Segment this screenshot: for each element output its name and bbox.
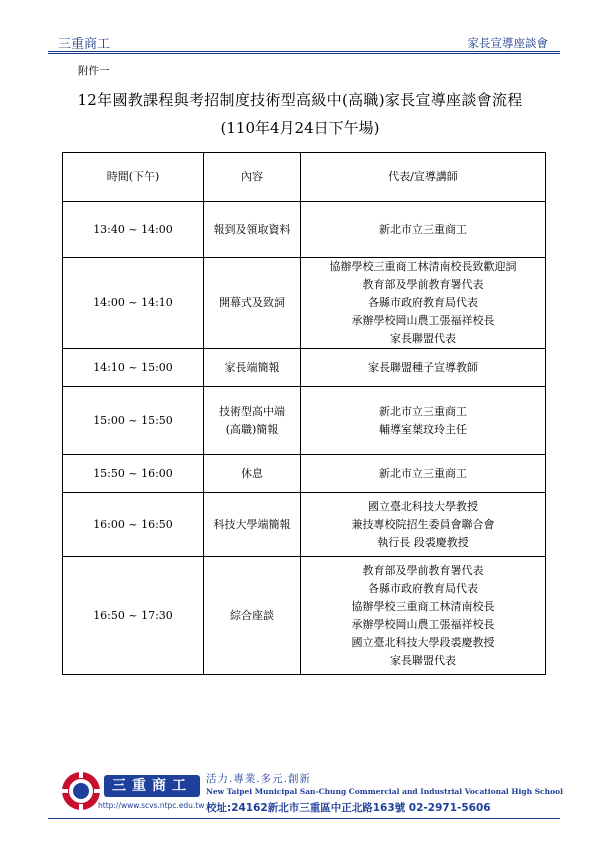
header-school-name: 三重商工 xyxy=(58,37,111,52)
table-row xyxy=(63,202,546,258)
row-time: 14:00 ~ 14:10 xyxy=(63,258,204,349)
header-event-name: 家長宣導座談會 xyxy=(467,36,548,50)
row-speakers xyxy=(301,258,546,349)
table-row xyxy=(63,557,546,675)
speaker-line: 承辦學校岡山農工張福祥校長 xyxy=(351,617,495,631)
school-motto: 活力.專業.多元.創新 xyxy=(206,773,312,785)
row-time: 16:00 ~ 16:50 xyxy=(63,493,204,557)
content-line: 綜合座談 xyxy=(230,608,274,622)
speaker-line: 承辦學校岡山農工張福祥校長 xyxy=(351,314,495,327)
row-time: 15:50 ~ 16:00 xyxy=(63,455,204,493)
header-speakers: 代表/宣導講師 xyxy=(301,153,546,202)
row-time: 14:10 ~ 15:00 xyxy=(63,349,204,387)
row-time: 15:00 ~ 15:50 xyxy=(63,387,204,455)
speaker-line: 兼技專校院招生委員會聯合會 xyxy=(351,517,495,531)
row-speakers xyxy=(301,455,546,493)
content-line: 家長端簡報 xyxy=(224,360,280,374)
school-english-name: New Taipei Municipal San-Chung Commercial and Industrial Vocational High School xyxy=(206,787,563,796)
table-row xyxy=(63,349,546,387)
speaker-line: 輔導室葉玟玲主任 xyxy=(379,422,467,436)
table-header-row xyxy=(63,153,546,202)
content-line: 報到及領取資料 xyxy=(213,222,291,236)
row-time: 16:50 ~ 17:30 xyxy=(63,557,204,675)
header-content: 內容 xyxy=(204,153,301,202)
row-content xyxy=(204,493,301,557)
page-subtitle: (110年4月24日下午場) xyxy=(220,119,380,137)
row-content xyxy=(204,258,301,349)
speaker-line: 各縣市政府教育局代表 xyxy=(368,581,478,595)
content-line: 開幕式及致詞 xyxy=(219,296,285,309)
speaker-line: 新北市立三重商工 xyxy=(379,404,467,418)
speaker-line: 協辦學校三重商工林清南校長 xyxy=(351,599,495,613)
speaker-line: 國立臺北科技大學段裘慶教授 xyxy=(351,635,495,649)
row-speakers xyxy=(301,202,546,258)
school-url[interactable]: http://www.scvs.ntpc.edu.tw xyxy=(98,801,205,810)
content-line: 休息 xyxy=(241,466,263,480)
speaker-line: 家長聯盟代表 xyxy=(390,332,456,345)
speaker-line: 家長聯盟代表 xyxy=(390,653,456,667)
row-speakers xyxy=(301,349,546,387)
speaker-line: 教育部及學前教育署代表 xyxy=(362,278,484,291)
table-row xyxy=(63,258,546,349)
school-address: 校址:24162新北市三重區中正北路163號 02-2971-5606 xyxy=(206,802,491,814)
row-speakers xyxy=(301,387,546,455)
row-content xyxy=(204,349,301,387)
speaker-line: 新北市立三重商工 xyxy=(379,222,467,236)
row-content xyxy=(204,387,301,455)
speaker-line: 執行長 段裘慶教授 xyxy=(377,535,469,549)
table-row xyxy=(63,493,546,557)
row-speakers xyxy=(301,493,546,557)
content-line: 科技大學端簡報 xyxy=(213,517,291,531)
school-logo-icon xyxy=(60,770,102,812)
schedule-table xyxy=(62,152,546,675)
table-row xyxy=(63,455,546,493)
speaker-line: 家長聯盟種子宣導教師 xyxy=(368,360,478,374)
page-title: 12年國教課程與考招制度技術型高級中(高職)家長宣導座談會流程 xyxy=(77,91,523,109)
speaker-line: 教育部及學前教育署代表 xyxy=(362,563,484,577)
table-row xyxy=(63,387,546,455)
content-line: (高職)簡報 xyxy=(225,422,279,436)
row-speakers xyxy=(301,557,546,675)
header-time: 時間(下午) xyxy=(63,153,204,202)
speaker-line: 協辦學校三重商工林清南校長致歡迎詞 xyxy=(329,260,517,273)
footer-divider xyxy=(48,818,560,819)
speaker-line: 新北市立三重商工 xyxy=(379,466,467,480)
speaker-line: 國立臺北科技大學教授 xyxy=(368,499,478,513)
attachment-label: 附件一 xyxy=(78,65,110,77)
row-content xyxy=(204,202,301,258)
row-time: 13:40 ~ 14:00 xyxy=(63,202,204,258)
row-content xyxy=(204,557,301,675)
header-divider xyxy=(48,51,560,54)
speaker-line: 各縣市政府教育局代表 xyxy=(368,296,478,309)
content-line: 技術型高中端 xyxy=(219,404,285,418)
school-logo-badge: 三重商工 xyxy=(104,775,200,797)
row-content xyxy=(204,455,301,493)
